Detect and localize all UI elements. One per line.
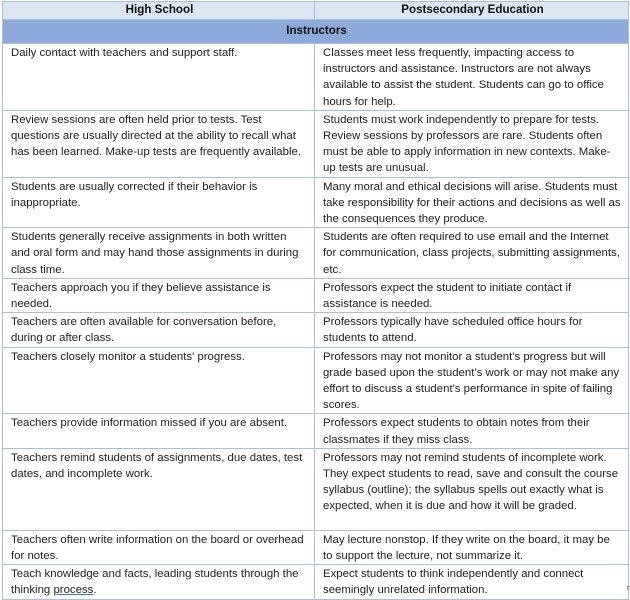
postsecondary-cell: Professors may not monitor a student's progress but will grade based upon the student’s work or may not make any effort to discuss a student's performance in spite of failing scores. — [315, 347, 629, 414]
header-row — [3, 2, 629, 20]
postsecondary-cell: Students must work independently to prepare for tests. Review sessions by professors are rare. Students often must be able to apply information in new contexts. Make-up tests are unusual. — [315, 110, 629, 177]
high-school-cell — [3, 565, 315, 599]
postsecondary-cell: May lecture nonstop. If they write on the board, it may be to support the lecture, not summarize it. — [315, 530, 629, 564]
table-row — [3, 228, 629, 279]
high-school-cell: Teachers closely monitor a students' progress. — [3, 347, 315, 414]
high-school-cell: Daily contact with teachers and support staff. — [3, 44, 315, 111]
high-school-cell: Students are usually corrected if their behavior is inappropriate. — [3, 177, 315, 228]
postsecondary-cell: Professors expect students to obtain notes from their classmates if they miss class. — [315, 414, 629, 448]
table-row — [3, 448, 629, 530]
table-row — [3, 313, 629, 347]
table-row — [3, 565, 629, 599]
high-school-cell: Teachers often write information on the board or overhead for notes. — [3, 530, 315, 564]
section-row — [3, 20, 629, 44]
postsecondary-cell: Many moral and ethical decisions will arise. Students must take responsibility for their actions and decisions as well as the consequences they produce. — [315, 177, 629, 228]
high-school-cell: Students generally receive assignments in both written and oral form and may hand those assignments in during class time. — [3, 228, 315, 279]
postsecondary-cell: Students are often required to use email and the Internet for communication, class projects, submitting assignments, etc. — [315, 228, 629, 279]
section-title-instructors: Instructors — [3, 20, 629, 44]
high-school-text-end: . — [93, 584, 97, 597]
postsecondary-cell: Classes meet less frequently, impacting access to instructors and assistance. Instructors are not always available to assist the student. Students can go to office hours for help. — [315, 44, 629, 111]
postsecondary-cell: Expect students to think independently and connect seemingly unrelated information. — [315, 565, 629, 599]
spellcheck-underlined-word: process — [53, 584, 94, 597]
table-row — [3, 347, 629, 414]
high-school-cell: Teachers remind students of assignments, due dates, test dates, and incomplete work. — [3, 448, 315, 530]
table-row — [3, 110, 629, 177]
table-row — [3, 530, 629, 564]
postsecondary-cell: Professors typically have scheduled office hours for students to attend. — [315, 313, 629, 347]
high-school-cell: Teachers provide information missed if you are absent. — [3, 414, 315, 448]
table-row — [3, 414, 629, 448]
high-school-cell: Teachers are often available for conversation before, during or after class. — [3, 313, 315, 347]
postsecondary-cell: Professors expect the student to initiate contact if assistance is needed. — [315, 278, 629, 312]
postsecondary-cell: Professors may not remind students of incomplete work. They expect students to read, save and consult the course syllabus (outline); the syllabus spells out exactly what is expected, when it is due and how it will be graded. — [315, 448, 629, 530]
column-header-high-school: High School — [3, 2, 315, 20]
high-school-cell: Teachers approach you if they believe assistance is needed. — [3, 278, 315, 312]
high-school-text: Teach knowledge and facts, leading students through the thinking — [11, 568, 299, 597]
comparison-table — [2, 1, 629, 600]
table-row — [3, 278, 629, 312]
high-school-cell: Review sessions are often held prior to tests. Test questions are usually directed at the ability to recall what has been learned. Make-up tests are frequently available. — [3, 110, 315, 177]
table-row — [3, 177, 629, 228]
table-row — [3, 44, 629, 111]
column-header-postsecondary: Postsecondary Education — [315, 2, 629, 20]
